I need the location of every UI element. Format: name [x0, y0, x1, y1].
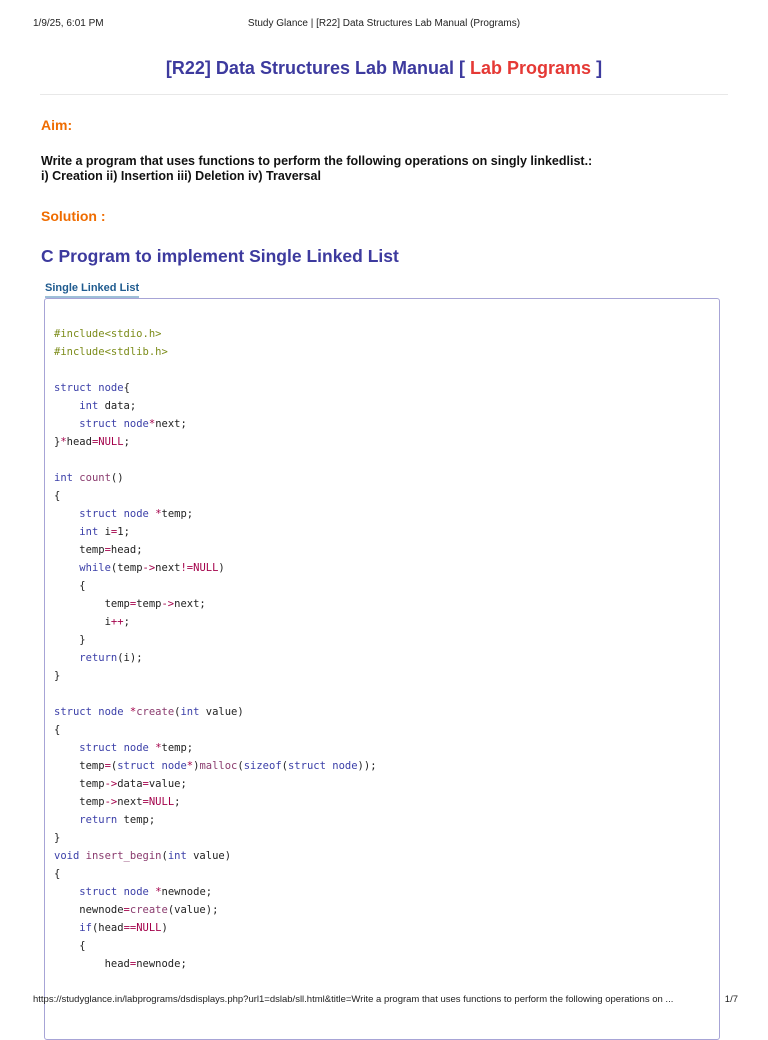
code-line: #include<stdio.h>: [54, 328, 162, 340]
code-line: int count(): [54, 472, 124, 484]
title-suffix: ]: [596, 58, 603, 78]
question-line-2: i) Creation ii) Insertion iii) Deletion iv) Traversal: [41, 169, 321, 183]
code-line: int i=1;: [79, 526, 130, 538]
print-datetime: 1/9/25, 6:01 PM: [33, 18, 104, 29]
code-block: [44, 298, 720, 1040]
code-line: struct node{: [54, 382, 130, 394]
solution-label: Solution :: [41, 208, 106, 224]
code-line: head=newnode;: [54, 958, 187, 970]
print-url: https://studyglance.in/labprograms/dsdisplays.php?url1=dslab/sll.html&title=Write a program that uses functions to perform the following operations on ...: [33, 994, 674, 1005]
code-content: [45, 299, 719, 973]
code-line: temp=temp->next;: [54, 598, 206, 610]
question-text: [41, 154, 592, 184]
code-line: struct node *temp;: [79, 508, 194, 520]
code-line: temp->data=value;: [54, 778, 187, 790]
code-line: [54, 361, 719, 379]
title-divider: [40, 94, 728, 95]
code-line: {: [54, 490, 61, 502]
code-line: struct node *temp;: [79, 742, 194, 754]
question-line-1: Write a program that uses functions to perform the following operations on singly linkedlist.:: [41, 154, 593, 168]
aim-label: Aim:: [41, 117, 73, 133]
print-page-number: 1/7: [724, 994, 738, 1005]
code-line: void insert_begin(int value): [54, 850, 232, 862]
code-line: [54, 451, 719, 469]
code-line: struct node *create(int value): [54, 706, 244, 718]
code-line: }: [54, 634, 86, 646]
code-line: int data;: [79, 400, 137, 412]
code-line: {: [54, 940, 86, 952]
title-highlight: Lab Programs: [470, 58, 592, 78]
code-tab[interactable]: Single Linked List: [45, 282, 139, 298]
code-line: [54, 685, 719, 703]
code-line: temp=head;: [54, 544, 143, 556]
page-title: [0, 58, 768, 79]
title-prefix: [R22] Data Structures Lab Manual [: [165, 58, 465, 78]
code-line: return temp;: [79, 814, 156, 826]
code-line: newnode=create(value);: [54, 904, 219, 916]
code-line: struct node*next;: [79, 418, 187, 430]
code-line: #include<stdlib.h>: [54, 346, 168, 358]
code-line: {: [54, 580, 86, 592]
code-line: {: [54, 724, 61, 736]
code-line: {: [54, 868, 61, 880]
code-line: i++;: [54, 616, 130, 628]
code-line: }*head=NULL;: [54, 436, 130, 448]
code-line: return(i);: [79, 652, 143, 664]
code-line: struct node *newnode;: [79, 886, 213, 898]
code-line: }: [54, 670, 61, 682]
print-header: [0, 18, 768, 32]
code-line: temp=(struct node*)malloc(sizeof(struct node));: [54, 760, 377, 772]
print-footer: [0, 994, 768, 1008]
code-line: temp->next=NULL;: [54, 796, 181, 808]
code-line: while(temp->next!=NULL): [79, 562, 225, 574]
program-heading: C Program to implement Single Linked List: [41, 246, 399, 266]
print-page-title: Study Glance | [R22] Data Structures Lab Manual (Programs): [247, 18, 521, 29]
code-line: if(head==NULL): [79, 922, 168, 934]
code-line: }: [54, 832, 61, 844]
